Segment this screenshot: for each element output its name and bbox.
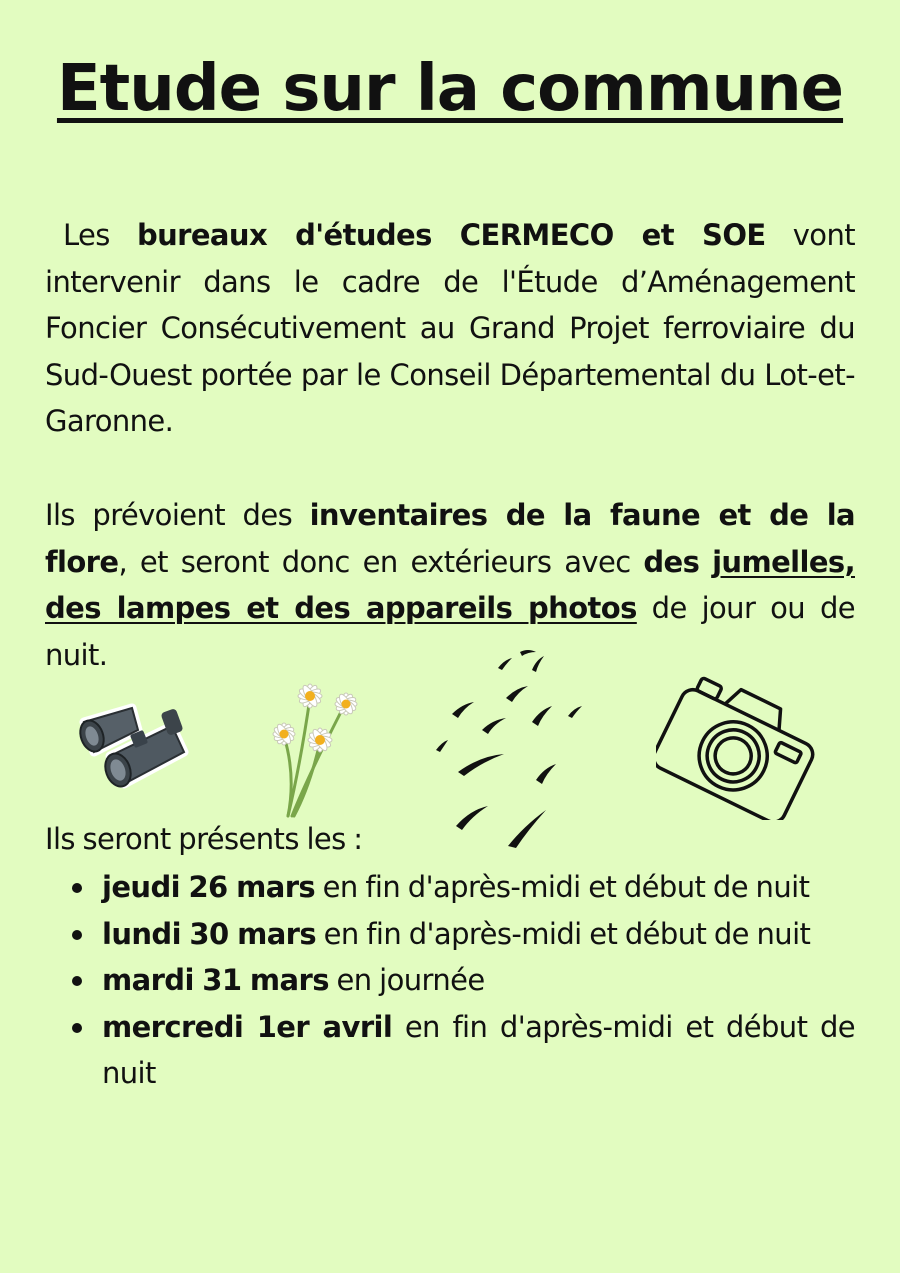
page-title: Etude sur la commune	[56, 52, 844, 126]
list-item	[45, 911, 855, 958]
date-detail: en fin d'après-midi et début de nuit	[315, 870, 810, 904]
camera-icon	[656, 672, 820, 820]
date-day: mardi 31 mars	[102, 963, 329, 997]
date-day: jeudi 26 mars	[102, 870, 316, 904]
date-detail: en journée	[328, 963, 485, 997]
intro-text-2: vont intervenir dans le cadre de l'Étude d’Aménagement Foncier Consécutivement au Grand Projet ferroviaire du Sud-Ouest portée par le Conseil Départemental du Lot-et-Garonne.	[45, 218, 856, 438]
presence-intro: Ils seront présents les :	[45, 822, 363, 856]
inventory-equipment: jumelles, des lampes et des appareils photos	[45, 544, 855, 625]
inventory-text-3: de jour ou de nuit.	[45, 591, 855, 672]
inventory-bold-1: inventaires de la faune et de la flore	[45, 498, 855, 579]
intro-paragraph	[45, 212, 855, 445]
list-item	[45, 864, 855, 911]
list-item	[45, 1004, 855, 1097]
dates-list	[45, 864, 855, 1097]
daisy-flowers-icon	[258, 676, 370, 820]
date-detail: en fin d'après-midi et début de nuit	[102, 1009, 855, 1090]
date-detail: en fin d'après-midi et début de nuit	[316, 916, 811, 951]
date-day: mercredi 1er avril	[102, 1009, 393, 1044]
list-item	[45, 957, 855, 1004]
binoculars-icon	[74, 700, 202, 792]
inventory-text-1: Ils prévoient des	[45, 498, 310, 532]
inventory-text-2: , et seront donc en extérieurs avec	[118, 544, 644, 579]
intro-text-1: Les	[63, 218, 137, 252]
inventory-bold-2: des	[643, 544, 700, 579]
date-day: lundi 30 mars	[102, 916, 317, 951]
intro-bold-offices: bureaux d'études CERMECO et SOE	[136, 218, 766, 252]
